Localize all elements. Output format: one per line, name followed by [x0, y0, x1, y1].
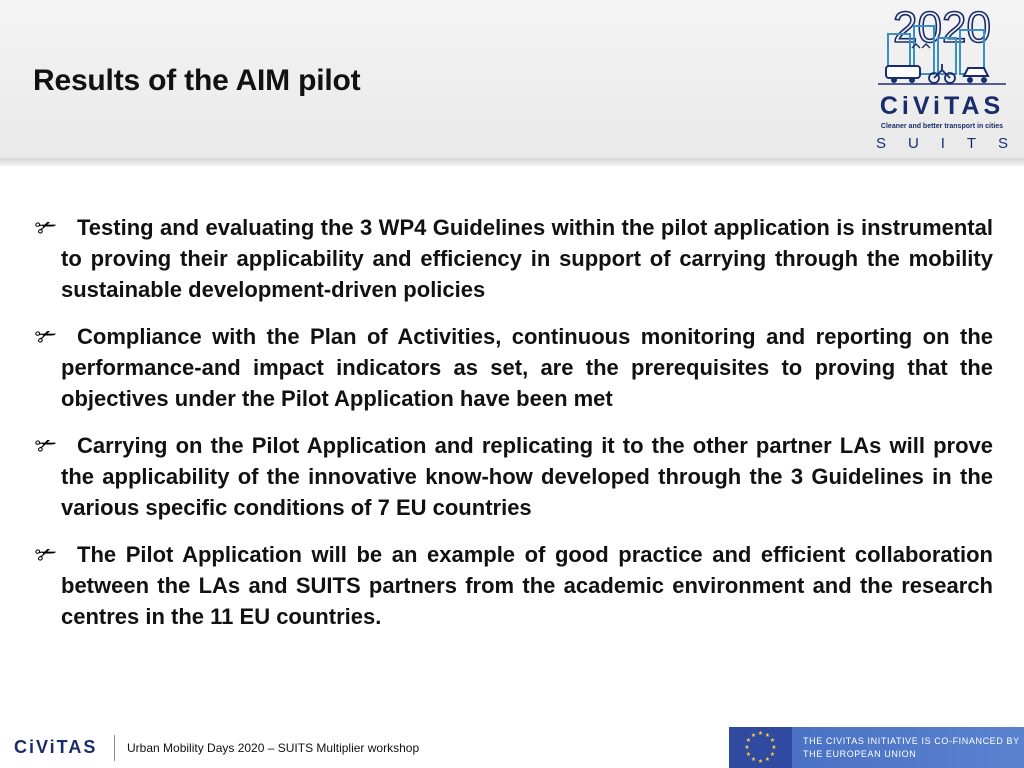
- scissors-icon: ✃: [35, 212, 57, 242]
- suits-letter: S: [997, 135, 1008, 152]
- bullet-item: ✃ The Pilot Application will be an example of good practice and efficient collaboration between the LAs and SUITS partners from the academic environment and the research centres in the 11 EU countries.: [35, 539, 993, 629]
- suits-letter: U: [907, 135, 919, 152]
- slide-footer: [0, 727, 1024, 768]
- svg-text:★: ★: [764, 732, 771, 739]
- bullet-list: [35, 212, 993, 648]
- eu-cofinance-text: THE CIVITAS INITIATIVE IS CO-FINANCED BY THE EUROPEAN UNION: [803, 736, 1020, 759]
- scissors-icon: ✃: [35, 539, 57, 569]
- bullet-item: ✃ Testing and evaluating the 3 WP4 Guidelines within the pilot application is instrumental to proving their applicability and efficiency in support of carrying through the mobility sustainable development-driven policies: [35, 212, 993, 302]
- svg-text:2020: 2020: [893, 4, 991, 52]
- svg-text:★: ★: [750, 732, 757, 739]
- civitas-wordmark: CiViTAS: [879, 92, 1005, 120]
- slide-title: Results of the AIM pilot: [33, 64, 361, 97]
- suits-letter: I: [940, 135, 945, 152]
- suits-wordmark: [876, 135, 1008, 152]
- svg-text:★: ★: [757, 758, 764, 765]
- city-skyline-icon: [872, 4, 1012, 92]
- svg-text:★: ★: [744, 744, 750, 751]
- scissors-icon: ✃: [35, 321, 57, 351]
- suits-letter: S: [876, 135, 887, 152]
- eu-flag-icon: [729, 727, 792, 768]
- footer-civitas-logo: CiViTAS: [14, 737, 98, 757]
- civitas-tagline: Cleaner and better transport in cities: [880, 123, 1004, 130]
- svg-text:★: ★: [769, 751, 776, 758]
- header-divider: [0, 158, 1024, 166]
- bullet-item: ✃ Compliance with the Plan of Activities, continuous monitoring and reporting on the performance-and impact indicators as set, are the prerequisites to proving that the objectives under the Pilot Application have been met: [35, 321, 993, 411]
- svg-text:★: ★: [745, 737, 752, 744]
- svg-text:★: ★: [769, 737, 776, 744]
- svg-text:★: ★: [771, 744, 777, 751]
- suits-letter: T: [966, 135, 977, 152]
- svg-text:★: ★: [757, 730, 764, 737]
- bullet-item: ✃ Carrying on the Pilot Application and replicating it to the other partner LAs will prove the applicability of the innovative know-how developed through the 3 Guidelines in the various specific conditions of 7 EU countries: [35, 430, 993, 520]
- svg-text:★: ★: [750, 756, 757, 763]
- svg-text:★: ★: [764, 756, 771, 763]
- civitas-2020-logo: [872, 4, 1012, 156]
- footer-event-text: Urban Mobility Days 2020 – SUITS Multiplier workshop: [127, 741, 420, 755]
- footer-divider: [114, 735, 115, 761]
- svg-text:★: ★: [745, 751, 752, 758]
- scissors-icon: ✃: [35, 430, 57, 460]
